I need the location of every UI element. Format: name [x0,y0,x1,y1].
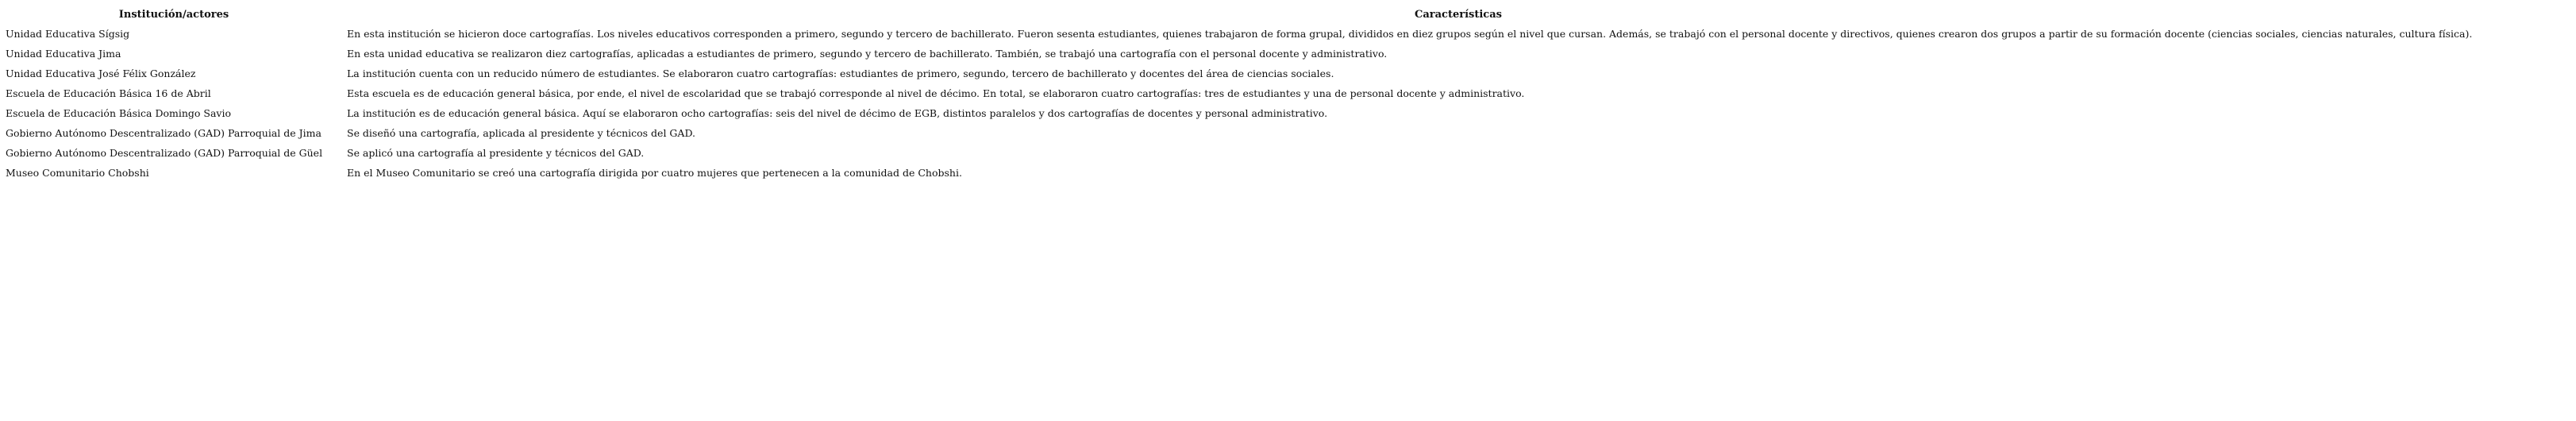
table-row [3,163,2572,183]
header-institution: Institución/actores [118,9,229,21]
table-row [3,123,2572,143]
table-row [3,24,2572,44]
description-cell: La institución cuenta con un reducido número de estudiantes. Se elaboraron cuatro cartografías: estudiantes de primero, segundo, tercero de bachillerato y docentes del área de ciencias sociales. [347,68,1334,79]
description-cell: En esta unidad educativa se realizaron diez cartografías, aplicadas a estudiantes de primero, segundo y tercero de bachillerato. También, se trabajó una cartografía con el personal docente y administrativo. [347,48,1388,60]
header-row [3,6,2572,24]
table-row [3,143,2572,163]
institution-cell: Unidad Educativa Jima [6,48,121,60]
description-cell: La institución es de educación general básica. Aquí se elaboraron ocho cartografías: seis del nivel de décimo de EGB, distintos paralelos y dos cartografías de docentes y personal administrativo. [347,107,1328,119]
description-cell: En esta institución se hicieron doce cartografías. Los niveles educativos corresponden a primero, segundo y tercero de bachillerato. Fueron sesenta estudiantes, quienes trabajaron de forma grupal, divididos en diez grupos según el nivel que cursan. Además, se trabajó con el personal docente y directivos, quienes crearon dos grupos a partir de su formación docente (ciencias sociales, ciencias naturales, cultura física). [347,28,2473,40]
table-row [3,103,2572,123]
institution-cell: Unidad Educativa José Félix González [6,68,196,79]
institution-cell: Escuela de Educación Básica Domingo Savio [6,107,231,119]
table-row [3,64,2572,83]
institution-cell: Unidad Educativa Sígsig [6,28,130,40]
description-cell: Se aplicó una cartografía al presidente y técnicos del GAD. [347,147,645,159]
header-characteristics: Características [1415,9,1502,21]
table-row [3,83,2572,103]
description-cell: Esta escuela es de educación general básica, por ende, el nivel de escolaridad que se trabajó corresponde al nivel de décimo. En total, se elaboraron cuatro cartografías: tres de estudiantes y una de personal docente y administrativo. [347,87,1525,99]
table-row [3,44,2572,64]
institution-cell: Museo Comunitario Chobshi [6,167,149,179]
institutions-table [3,6,2572,183]
institution-cell: Gobierno Autónomo Descentralizado (GAD) Parroquial de Güel [6,147,323,159]
institution-cell: Gobierno Autónomo Descentralizado (GAD) Parroquial de Jima [6,127,322,139]
institution-cell: Escuela de Educación Básica 16 de Abril [6,87,211,99]
description-cell: En el Museo Comunitario se creó una cartografía dirigida por cuatro mujeres que pertenecen a la comunidad de Chobshi. [347,167,962,179]
description-cell: Se diseñó una cartografía, aplicada al presidente y técnicos del GAD. [347,127,695,139]
